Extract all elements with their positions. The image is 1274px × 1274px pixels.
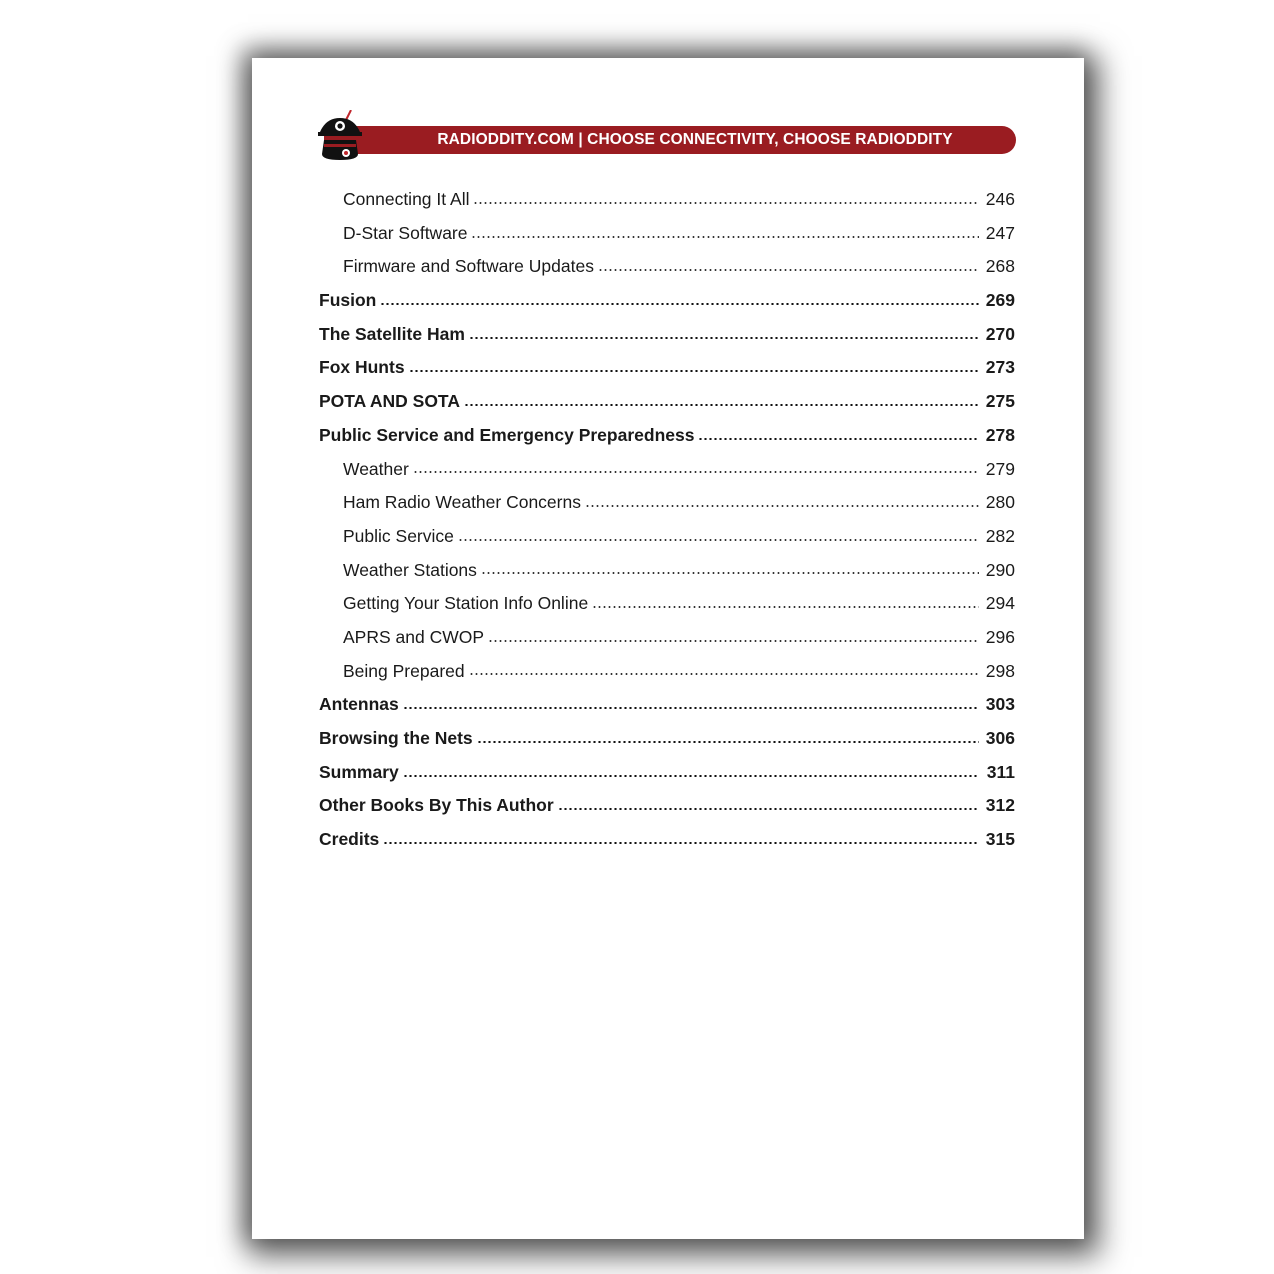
dot-leader [481,572,979,574]
toc-entry-title: Fusion [319,290,377,311]
toc-entry[interactable] [319,419,1015,453]
page-header [316,110,1018,166]
toc-entry-title: POTA AND SOTA [319,391,460,412]
toc-entry[interactable] [319,587,1015,621]
toc-entry-title: Public Service [343,525,454,546]
toc-entry-page: 275 [985,391,1015,412]
dot-leader [403,775,979,777]
toc-entry-title: APRS and CWOP [343,626,485,647]
dot-leader [409,370,979,372]
toc-entry-page: 280 [985,492,1015,513]
dot-leader [598,269,979,271]
dot-leader [558,808,979,810]
toc-entry-page: 247 [985,222,1015,243]
toc-entry-page: 312 [985,795,1015,816]
toc-entry[interactable] [319,789,1015,823]
header-banner [354,126,1016,154]
dot-leader [471,236,979,238]
dot-leader [469,337,979,339]
dot-leader [469,673,979,675]
toc-entry[interactable] [319,318,1015,352]
toc-entry-page: 296 [985,626,1015,647]
toc-entry[interactable] [319,722,1015,756]
toc-entry-page: 268 [985,256,1015,277]
toc-entry[interactable] [319,250,1015,284]
toc-entry[interactable] [319,351,1015,385]
toc-entry[interactable] [319,486,1015,520]
dot-leader [458,539,979,541]
document-page [252,58,1084,1239]
banner-text: RADIODDITY.COM | CHOOSE CONNECTIVITY, CHOOSE RADIODDITY [437,131,953,148]
toc-entry-title: Connecting It All [343,189,470,209]
toc-entry-page: 290 [985,559,1015,580]
dot-leader [488,640,979,642]
toc-entry-page: 279 [985,458,1015,479]
toc-entry[interactable] [319,554,1015,588]
toc-entry-title: Getting Your Station Info Online [343,593,589,614]
dot-leader [380,303,979,305]
toc-entry[interactable] [319,385,1015,419]
dot-leader [592,606,979,608]
toc-entry-title: Fox Hunts [319,357,405,378]
toc-entry-title: Firmware and Software Updates [343,256,594,277]
radioddity-robot-logo-icon [316,110,364,166]
toc-entry[interactable] [319,688,1015,722]
toc-entry-title: The Satellite Ham [319,323,465,344]
toc-entry-page: 273 [985,357,1015,378]
dot-leader [585,505,979,507]
toc-entry[interactable] [319,453,1015,487]
toc-entry-page: 315 [985,829,1015,850]
dot-leader [477,741,979,743]
toc-entry-page: 269 [985,290,1015,311]
toc-entry-page: 311 [986,761,1015,782]
toc-entry-title: Ham Radio Weather Concerns [343,492,581,513]
toc-entry-page: 298 [985,660,1015,681]
toc-entry-title: Credits [319,829,380,850]
toc-entry-page: 306 [985,728,1015,748]
toc-entry[interactable] [319,183,1015,217]
toc-entry[interactable] [319,823,1015,857]
toc-entry-title: Weather [343,458,409,479]
dot-leader [383,842,979,844]
toc-entry[interactable] [319,217,1015,251]
toc-entry-page: 246 [985,189,1015,209]
dot-leader [403,707,979,709]
toc-entry-page: 270 [985,323,1015,344]
toc-entry-page: 303 [985,694,1015,715]
toc-entry[interactable] [319,756,1015,790]
dot-leader [698,438,979,440]
dot-leader [473,202,979,204]
table-of-contents [319,183,1015,857]
toc-entry-title: Being Prepared [343,660,465,681]
toc-entry-page: 294 [985,593,1015,614]
toc-entry[interactable] [319,621,1015,655]
toc-entry-title: Antennas [319,694,399,715]
toc-entry[interactable] [319,284,1015,318]
dot-leader [413,471,979,473]
toc-entry-title: Public Service and Emergency Preparedness [319,424,695,445]
dot-leader [464,404,979,406]
toc-entry[interactable] [319,520,1015,554]
toc-entry-title: Browsing the Nets [319,728,473,748]
toc-entry[interactable] [319,655,1015,689]
toc-entry-title: Other Books By This Author [319,795,554,816]
toc-entry-title: Summary [319,761,399,782]
toc-entry-title: Weather Stations [343,559,477,580]
toc-entry-page: 278 [985,424,1015,445]
toc-entry-title: D-Star Software [343,222,468,243]
toc-entry-page: 282 [985,525,1015,546]
